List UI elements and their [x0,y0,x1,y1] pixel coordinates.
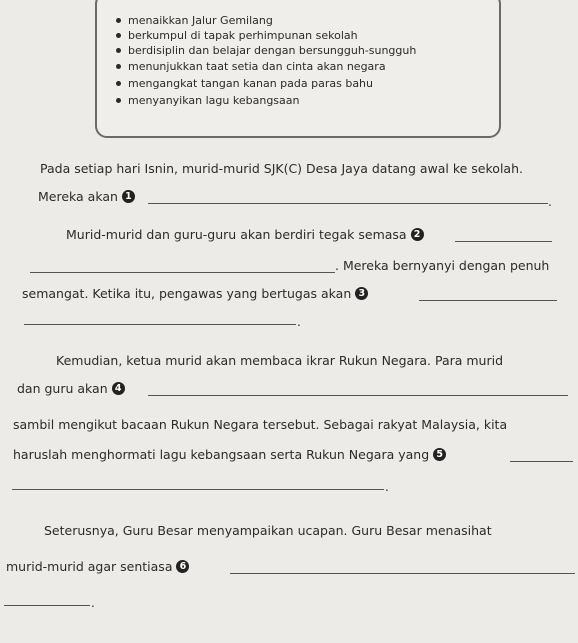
blank-number-2: 2 [411,228,424,241]
passage-line-1: Pada setiap hari Isnin, murid-murid SJK(C) Desa Jaya datang awal ke sekolah. [40,161,523,176]
passage-text: Mereka akan [38,189,118,204]
passage-text: murid-murid agar sentiasa [6,559,173,574]
answer-blank-1[interactable] [148,203,548,204]
passage-text: semangat. Ketika itu, pengawas yang bertugas akan [22,286,352,301]
passage-line-2 [38,189,135,205]
word-bank-item [128,94,299,107]
word-bank-item [128,14,273,27]
passage-line-10 [13,447,446,463]
blank-number-1: 1 [122,190,135,203]
answer-blank-6[interactable] [230,573,575,574]
bullet-icon [116,18,121,23]
passage-text: dan guru akan [17,381,108,396]
bullet-icon [116,33,121,38]
passage-line-13 [6,559,189,575]
passage-text: Murid-murid dan guru-guru akan berdiri tegak semasa [66,227,407,242]
blank-number-5: 5 [433,448,446,461]
answer-blank-4[interactable] [148,395,568,396]
period: . [91,596,95,610]
answer-blank-5-cont[interactable] [12,489,384,490]
bullet-icon [116,98,121,103]
word-bank-item [128,44,416,57]
passage-text: haruslah menghormati lagu kebangsaan serta Rukun Negara yang [13,447,430,462]
passage-line-9: sambil mengikut bacaan Rukun Negara tersebut. Sebagai rakyat Malaysia, kita [13,417,508,432]
answer-blank-3[interactable] [419,300,557,301]
passage-line-3 [66,227,424,243]
word-bank-text: menaikkan Jalur Gemilang [128,14,273,27]
period: . [548,195,552,209]
blank-number-3: 3 [355,287,368,300]
word-bank-text: mengangkat tangan kanan pada paras bahu [128,77,373,90]
word-bank-text: berkumpul di tapak perhimpunan sekolah [128,29,358,42]
word-bank-text: menunjukkan taat setia dan cinta akan negara [128,60,386,73]
word-bank-text: berdisiplin dan belajar dengan bersungguh-sungguh [128,44,417,57]
word-bank-item [128,29,358,42]
answer-blank-2-cont[interactable] [30,272,335,273]
passage-line-4: . Mereka bernyanyi dengan penuh [335,258,550,273]
answer-blank-3-cont[interactable] [24,324,296,325]
word-bank-item [128,77,373,90]
blank-number-6: 6 [176,560,189,573]
answer-blank-5[interactable] [510,461,573,462]
word-bank-item [128,60,386,73]
answer-blank-2[interactable] [455,241,552,242]
answer-blank-6-cont[interactable] [4,605,90,606]
word-bank-text: menyanyikan lagu kebangsaan [128,94,300,107]
passage-line-12: Seterusnya, Guru Besar menyampaikan ucapan. Guru Besar menasihat [44,523,492,538]
bullet-icon [116,81,121,86]
period: . [297,315,301,329]
bullet-icon [116,64,121,69]
blank-number-4: 4 [112,382,125,395]
passage-line-8 [17,381,125,397]
passage-line-5 [22,286,368,302]
passage-line-7: Kemudian, ketua murid akan membaca ikrar Rukun Negara. Para murid [56,353,504,368]
bullet-icon [116,48,121,53]
period: . [385,480,389,494]
